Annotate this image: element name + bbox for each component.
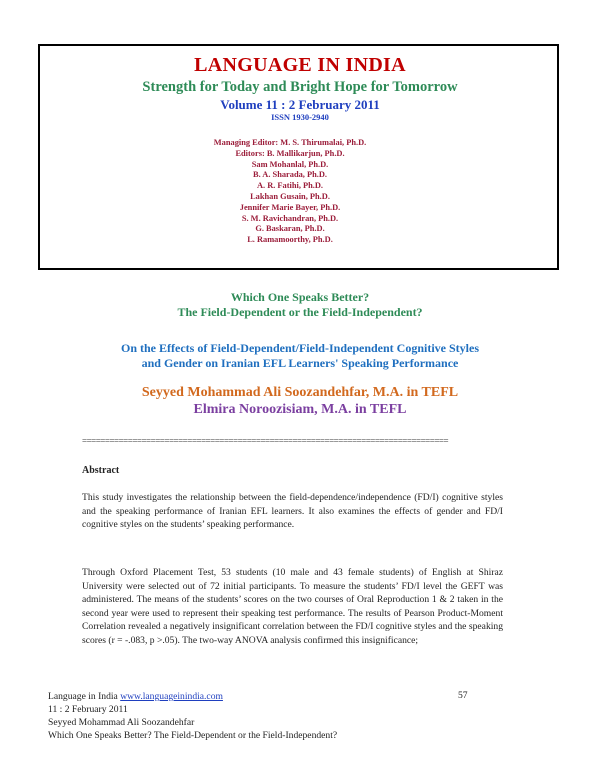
editor-line: A. R. Fatihi, Ph.D. <box>256 181 324 191</box>
article-title <box>0 290 600 320</box>
editor-line: Lakhan Gusain, Ph.D. <box>250 191 330 201</box>
footer-website-link[interactable]: www.languageinindia.com <box>120 691 223 702</box>
footer-line1 <box>48 690 337 703</box>
article-subtitle-line2: and Gender on Iranian EFL Learners' Speaking Performance <box>141 356 459 370</box>
article-title-line2: The Field-Dependent or the Field-Independent? <box>177 305 423 319</box>
editor-line: B. A. Sharada, Ph.D. <box>253 170 327 180</box>
journal-tagline: Strength for Today and Bright Hope for Tomorrow <box>142 79 458 95</box>
page-footer <box>48 690 337 742</box>
footer-author: Seyyed Mohammad Ali Soozandehfar <box>48 717 195 728</box>
issn: ISSN 1930-2940 <box>271 112 329 122</box>
volume-info: Volume 11 : 2 February 2011 <box>220 97 380 112</box>
abstract-heading: Abstract <box>82 465 120 476</box>
author-primary: Seyyed Mohammad Ali Soozandehfar, M.A. in TEFL <box>141 385 459 400</box>
article-title-line1: Which One Speaks Better? <box>230 290 370 304</box>
separator-line: ================================================================================ <box>82 436 449 446</box>
editor-line: Editors: B. Mallikarjun, Ph.D. <box>235 148 345 158</box>
footer-issue: 11 : 2 February 2011 <box>48 704 128 715</box>
editor-line: Managing Editor: M. S. Thirumalai, Ph.D. <box>213 138 367 147</box>
footer-title: Which One Speaks Better? The Field-Dependent or the Field-Independent? <box>48 730 338 741</box>
editor-line: L. Ramamoorthy, Ph.D. <box>247 235 333 245</box>
article-subtitle-line1: On the Effects of Field-Dependent/Field-Independent Cognitive Styles <box>121 341 479 355</box>
footer-journal-name: Language in India <box>48 691 121 702</box>
journal-title: LANGUAGE IN INDIA <box>194 54 406 76</box>
editor-line: Sam Mohanlal, Ph.D. <box>251 159 329 169</box>
abstract-paragraph-2: Through Oxford Placement Test, 53 students (10 male and 43 female students) of English at Shiraz University were selected out of 72 initial participants. To measure the students’ FD/I level the GEFT was administered. The means of the students’ scores on the two courses of Oral Reproduction 1 & 2 taken in the second year were used to represent their speaking test performance. The results of Pearson Product-Moment Correlation revealed a negatively insignificant correlation between the FD/I cognitive styles and the speaking scores (r = -.083, p >.05). The two-way ANOVA analysis confirmed this insignificance; <box>82 567 503 646</box>
page-number: 57 <box>458 690 468 701</box>
editors-list <box>0 138 580 246</box>
editor-line: G. Baskaran, Ph.D. <box>255 224 325 234</box>
article-subtitle <box>0 341 600 371</box>
editor-line: Jennifer Marie Bayer, Ph.D. <box>239 202 341 212</box>
author-secondary: Elmira Noroozisiam, M.A. in TEFL <box>193 402 407 417</box>
editor-line: S. M. Ravichandran, Ph.D. <box>241 213 339 223</box>
abstract-paragraph-1: This study investigates the relationship between the field-dependence/independence (FD/I) cognitive styles and the speaking performance of Iranian EFL learners. It also examines the effects of gender and FD/I cognitive styles on the students’ speaking performance. <box>82 492 503 531</box>
